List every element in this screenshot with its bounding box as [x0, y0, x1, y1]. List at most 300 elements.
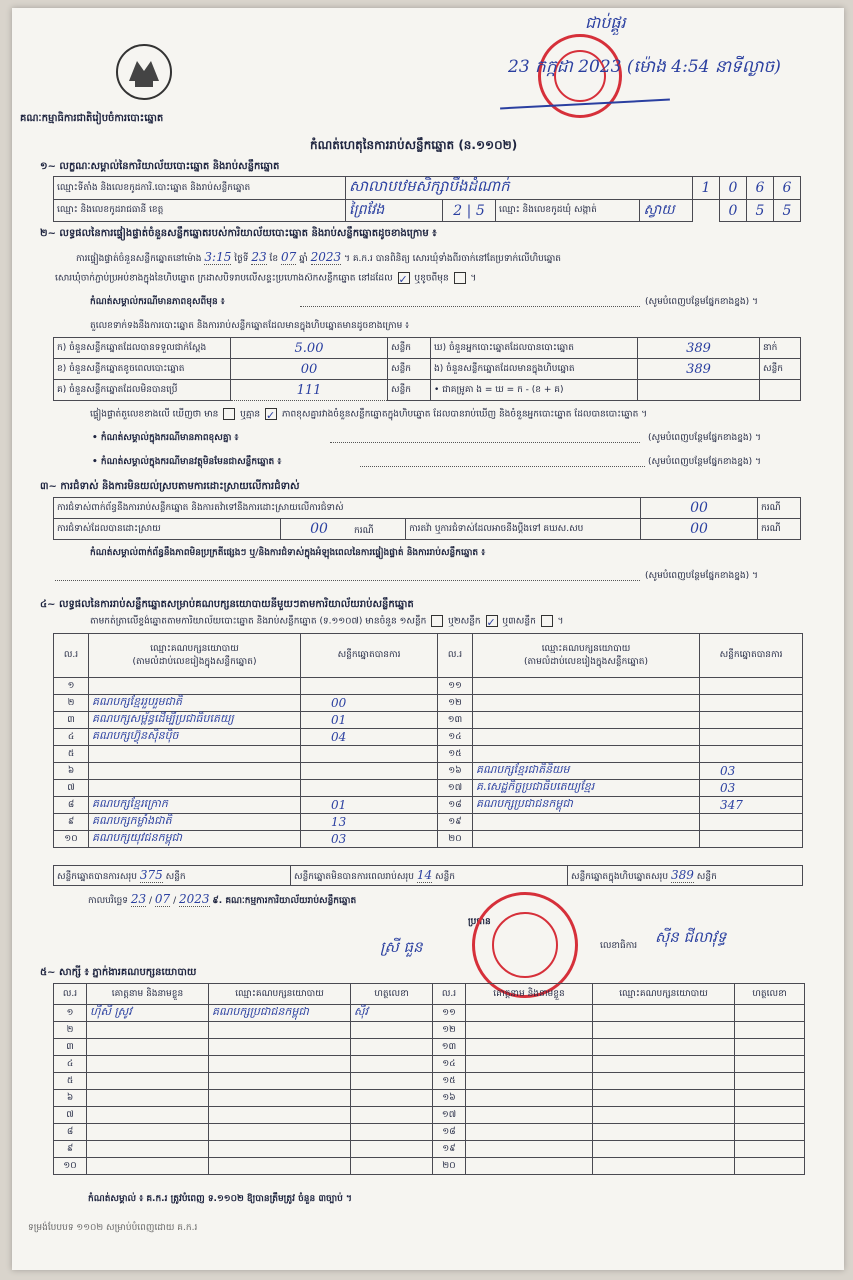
witness-name — [87, 1073, 209, 1090]
party-name — [89, 763, 301, 780]
totals-table — [53, 865, 803, 886]
witness-name — [466, 1090, 593, 1107]
section1-heading: ១~ លក្ខណៈសម្គាល់នៃការិយាល័យបោះឆ្នោត និងរាប់សន្លឹកឆ្នោត — [40, 161, 280, 172]
witness-party — [209, 1022, 351, 1039]
witness-name — [87, 1022, 209, 1039]
total-box-value: 389 — [671, 867, 694, 882]
damaged-checkbox[interactable] — [454, 272, 466, 284]
verify-text-a: ការផ្ទៀងផ្ទាត់ចំនួនសន្លឹកឆ្នោតនៅម៉ោង — [76, 254, 202, 264]
province-code-1: 2 — [453, 202, 463, 219]
date-month: 07 — [154, 892, 171, 906]
witness-col-sign-left: ហត្ថលេខា — [351, 984, 433, 1005]
figure-left-label: គ) ចំនួនសន្លឹកឆ្នោតដែលមិនបានប្រើ — [54, 380, 231, 401]
party-name — [473, 746, 700, 763]
objection-unit: ករណី — [758, 498, 801, 519]
party-votes: 01 — [301, 712, 438, 729]
row-number: ៣ — [54, 712, 89, 729]
appeal-label: ការតវ៉ា ឬការជំទាស់ដែលអាចនឹងប្តឹងទៅ គឃស.សប — [406, 519, 641, 540]
witness-signature — [735, 1090, 805, 1107]
witness-party — [593, 1056, 735, 1073]
witness-name — [466, 1141, 593, 1158]
witness-party — [209, 1158, 351, 1175]
party-votes: 01 — [301, 797, 438, 814]
party-name: គណបក្សកម្លាំងជាតិ — [89, 814, 301, 831]
witness-name: ហ៊ីសី ស្រូវ — [87, 1005, 209, 1022]
witness-party — [209, 1056, 351, 1073]
witness-name — [466, 1056, 593, 1073]
figure-left-label: ក) ចំនួនសន្លឹកឆ្នោតដែលបានទទួលជាក់ស្តែង — [54, 338, 231, 359]
witness-signature — [735, 1073, 805, 1090]
party-name: គណបក្សខ្មែរជាតិនិយម — [473, 763, 700, 780]
table-row — [54, 1107, 805, 1124]
witness-name — [87, 1107, 209, 1124]
results-col-party-left — [89, 634, 301, 678]
party-name — [473, 678, 700, 695]
party-name — [473, 712, 700, 729]
row-number: ៧ — [54, 1107, 87, 1124]
party-votes — [700, 695, 803, 712]
witness-party — [209, 1124, 351, 1141]
witness-name — [466, 1005, 593, 1022]
row-number: ៥ — [54, 1073, 87, 1090]
section5-heading: ៥~ សាក្សី ៖ ភ្នាក់ងារគណបក្សនយោបាយ — [40, 967, 197, 978]
difference-bullet-line — [330, 442, 640, 443]
table-row — [54, 729, 803, 746]
total-invalid-value: 14 — [416, 867, 433, 882]
party-name — [89, 780, 301, 797]
verify-text-d: ឆ្នាំ — [299, 254, 308, 264]
party-votes — [301, 763, 438, 780]
figure-left-unit: សន្លឹក — [388, 338, 431, 359]
witness-name — [87, 1056, 209, 1073]
table-row — [54, 1022, 805, 1039]
party-name: គណបក្សសម្ព័ន្ធដើម្បីប្រជាធិបតេយ្យ — [89, 712, 301, 729]
row-number: ១៣ — [433, 1039, 466, 1056]
row-number: ១៧ — [438, 780, 473, 797]
no-difference-checkbox[interactable]: ✓ — [266, 409, 276, 422]
witness-signature — [351, 1141, 433, 1158]
total-box-label: សន្លឹកឆ្នោតក្នុងហិបឆ្នោតសរុប — [571, 871, 669, 882]
party-votes: 13 — [301, 814, 438, 831]
chair-label: ប្រធាន — [468, 917, 491, 927]
objection-value: 00 — [641, 498, 758, 519]
witness-col-name-left: គោត្តនាម និងនាមខ្លួន — [87, 984, 209, 1005]
table-row — [54, 780, 803, 797]
witness-col-no-left: ល.រ — [54, 984, 87, 1005]
total-valid-label: សន្លឹកឆ្នោតបានការសរុប — [57, 871, 137, 882]
table-row — [54, 1158, 805, 1175]
party-votes: 03 — [700, 780, 803, 797]
row-number: ១៩ — [438, 814, 473, 831]
row-number: ១១ — [438, 678, 473, 695]
witness-col-party-left: ឈ្មោះគណបក្សនយោបាយ — [209, 984, 351, 1005]
witness-name — [87, 1141, 209, 1158]
row-number: ១៤ — [433, 1056, 466, 1073]
row-number: ២០ — [433, 1158, 466, 1175]
witness-party — [593, 1073, 735, 1090]
total-valid-unit: សន្លឹក — [165, 871, 186, 882]
commune-code-3: 5 — [774, 200, 801, 222]
total-box-unit: សន្លឹក — [696, 871, 717, 882]
date-year: 2023 — [178, 892, 210, 906]
witness-signature — [351, 1039, 433, 1056]
row-number: ៦ — [54, 1090, 87, 1107]
difference-note-line — [300, 306, 640, 307]
difference-bullet-hint: (សូមបំពេញបន្ថែមផ្នែកខាងខ្នង) ។ — [648, 433, 761, 443]
table-row — [54, 1039, 805, 1056]
figure-left-value: 111 — [231, 380, 388, 401]
party-name: គណបក្សហ៊្វុនស៊ិនប៉ិច — [89, 729, 301, 746]
party-name: គណបក្សខ្មែររួបរួមជាតិ — [89, 695, 301, 712]
witness-party — [593, 1124, 735, 1141]
row-number: ៣ — [54, 1039, 87, 1056]
party-votes — [700, 831, 803, 848]
chair-signature: ស្រី ធួន — [380, 938, 423, 956]
verification-line — [76, 250, 801, 266]
figures-row — [54, 380, 801, 401]
results-col-party-right — [473, 634, 700, 678]
party-name — [473, 695, 700, 712]
witness-party — [209, 1141, 351, 1158]
witness-name — [466, 1039, 593, 1056]
compare-line — [90, 408, 647, 422]
row-number: ៥ — [54, 746, 89, 763]
compare-text-b: ឬគ្មាន — [240, 409, 261, 420]
has-difference-checkbox[interactable] — [223, 408, 235, 420]
figures-table — [53, 337, 801, 401]
table-row — [54, 1056, 805, 1073]
witness-col-name-right: គោត្តនាម និងនាមខ្លួន — [466, 984, 593, 1005]
table-row — [54, 1124, 805, 1141]
total-invalid-unit: សន្លឹក — [435, 871, 456, 882]
row-number: ១៥ — [433, 1073, 466, 1090]
table-row — [54, 1090, 805, 1107]
location-label: ឈ្មោះទីតាំង និងលេខកូដការិ.បោះឆ្នោត និងរាប់សន្លឹកឆ្នោត — [54, 177, 346, 200]
witness-party — [209, 1107, 351, 1124]
tally-sheet-line: តាមកត់ត្រាលើខ្ទង់ឆ្នោតតាមការិយាល័យបោះឆ្នោត និងរាប់សន្លឹកឆ្នោត (ទ.១១០៧) មានចំនួន ១សន្លឹក ឬ២សន្លឹក ✓ ឬ៣សន្លឹក ។ — [90, 616, 564, 629]
witness-signature — [735, 1124, 805, 1141]
location-code-2: 0 — [720, 177, 747, 200]
table-row — [54, 814, 803, 831]
footer-note: កំណត់សម្គាល់ ៖ គ.ក.រ ត្រូវបំពេញ ទ.១១០២ ឱ្យបានត្រឹមត្រូវ ចំនួន ៣ច្បាប់ ។ — [88, 1194, 352, 1204]
witness-party: គណបក្សប្រជាជនកម្ពុជា — [209, 1005, 351, 1022]
party-name — [473, 814, 700, 831]
commune-label: ឈ្មោះ និងលេខកូដឃុំ សង្កាត់ — [496, 200, 640, 222]
province-value: ព្រៃវែង — [346, 200, 443, 222]
party-votes: 03 — [301, 831, 438, 848]
figure-right-label: • ជាគម្រូគា ង = ឃ = ក - (ខ + គ) — [431, 380, 638, 401]
date-label: កាលបរិច្ឆេទ — [88, 896, 128, 906]
commune-code-1: 0 — [720, 200, 747, 222]
objections-table — [53, 497, 801, 540]
nonballot-bullet: • កំណត់សម្គាល់ក្នុងករណីមានវត្ថុមិនមែនជាសន្លឹកឆ្នោត ៖ — [92, 457, 282, 467]
party-name: គណបក្សខ្មែរក្រោក — [89, 797, 301, 814]
party-name: គណបក្សយុវជនកម្ពុជា — [89, 831, 301, 848]
witness-party — [593, 1141, 735, 1158]
witness-signature — [351, 1124, 433, 1141]
total-invalid-label: សន្លឹកឆ្នោតមិនបានការពេលរាប់សរុប — [294, 871, 414, 882]
compare-text-a: ផ្ទៀងផ្ទាត់តួលេខខាងលើ ឃើញថា មាន — [90, 409, 219, 420]
witness-name — [466, 1107, 593, 1124]
date-day: 23 — [130, 892, 147, 906]
verify-text-b: ថ្ងៃទី — [234, 254, 249, 264]
appeal-value: 00 — [641, 519, 758, 540]
table-row — [54, 712, 803, 729]
commune-value: ស្វាយ — [640, 200, 693, 222]
results-col-no-right: ល.រ — [438, 634, 473, 678]
row-number: ១ — [54, 678, 89, 695]
row-number: ១៣ — [438, 712, 473, 729]
resolved-label: ការជំទាស់ដែលបានដោះស្រាយ — [54, 519, 281, 540]
location-code-4: 6 — [774, 177, 801, 200]
figures-row — [54, 359, 801, 380]
witness-party — [593, 1107, 735, 1124]
figure-right-value — [638, 380, 760, 401]
witness-signature — [735, 1107, 805, 1124]
results-col-votes-right: សន្លឹកឆ្នោតបានការ — [700, 634, 803, 678]
location-code-3: 6 — [747, 177, 774, 200]
two-sheet-checkbox[interactable]: ✓ — [486, 616, 496, 629]
party-name — [89, 746, 301, 763]
page-title: កំណត់ហេតុនៃការរាប់សន្លឹកឆ្នោត (ន.១១០២) — [310, 138, 518, 152]
party-name — [89, 678, 301, 695]
row-number: ៦ — [54, 763, 89, 780]
figure-left-value: 5.00 — [231, 338, 388, 359]
verify-text-e: ។ គ.ក.រ បានពិនិត្យ សោរឃុំទាំងពីរចាក់នៅតែប្រទាក់លើហិបឆ្នោត — [344, 254, 562, 264]
results-col-no-left: ល.រ — [54, 634, 89, 678]
irregularities-note: កំណត់សម្គាល់ពាក់ព័ន្ធនឹងភាពមិនប្រក្រតីផ្សេងៗ ឬ/និងការជំទាស់ក្នុងអំឡុងពេលនៃការផ្ទៀងផ្ទាត់ និងការរាប់សន្លឹកឆ្នោត ៖ — [90, 548, 486, 558]
row-number: ១៨ — [433, 1124, 466, 1141]
witness-signature — [735, 1158, 805, 1175]
party-votes — [700, 729, 803, 746]
resolved-value-text: 00 — [310, 520, 328, 537]
row-number: ១ — [54, 1005, 87, 1022]
stamp-date: 23 កក្កដា 2023 (ម៉ោង 4:54 នាទីល្ងាច) — [508, 57, 781, 77]
witness-party — [593, 1005, 735, 1022]
results-col-votes-left: សន្លឹកឆ្នោតបានការ — [301, 634, 438, 678]
province-label: ឈ្មោះ និងលេខកូដរាជធានី ខេត្ត — [54, 200, 346, 222]
witness-signature — [735, 1022, 805, 1039]
table-row — [54, 678, 803, 695]
figures-row — [54, 338, 801, 359]
row-number: ១៦ — [433, 1090, 466, 1107]
commune-code-2: 5 — [747, 200, 774, 222]
difference-bullet: • កំណត់សម្គាល់ក្នុងករណីមានភាពខុសគ្នា ៖ — [92, 433, 239, 443]
witness-signature — [351, 1056, 433, 1073]
row-number: ៧ — [54, 780, 89, 797]
total-invalid-cell — [291, 866, 568, 886]
witness-signature — [351, 1158, 433, 1175]
figure-right-value: 389 — [638, 359, 760, 380]
stamp-handwritten-note: ជាប់ផ្គួរ — [585, 13, 626, 32]
witness-signature — [735, 1141, 805, 1158]
location-value: សាលាបឋមសិក្សាបឹងដំណាក់ — [346, 177, 693, 200]
verify-text-c: ខែ — [269, 254, 279, 264]
witness-table — [53, 983, 805, 1175]
figure-left-label: ខ) ចំនួនសន្លឹកឆ្នោតខូចពេលបោះឆ្នោត — [54, 359, 231, 380]
total-valid-value: 375 — [139, 867, 163, 882]
nonballot-bullet-line — [360, 466, 645, 467]
witness-name — [87, 1158, 209, 1175]
figure-left-unit: សន្លឹក — [388, 380, 431, 401]
table-row — [54, 763, 803, 780]
witness-name — [466, 1158, 593, 1175]
two-sheet-label: ឬ២សន្លឹក — [448, 616, 481, 627]
row-number: ១៩ — [433, 1141, 466, 1158]
location-table — [53, 176, 801, 222]
witness-col-party-right: ឈ្មោះគណបក្សនយោបាយ — [593, 984, 735, 1005]
party-votes: 04 — [301, 729, 438, 746]
appeal-unit: ករណី — [758, 519, 801, 540]
witness-party — [593, 1090, 735, 1107]
row-number: ១៦ — [438, 763, 473, 780]
party-name: គ.សេដ្ឋកិច្ចប្រជាធិបតេយ្យខ្មែរ — [473, 780, 700, 797]
province-code-2: 5 — [475, 202, 485, 219]
party-votes — [700, 678, 803, 695]
witness-name — [87, 1039, 209, 1056]
party-votes — [301, 780, 438, 797]
table-row — [54, 1141, 805, 1158]
row-number: ១១ — [433, 1005, 466, 1022]
party-col-title-left: ឈ្មោះគណបក្សនយោបាយ — [150, 643, 239, 654]
party-col-sub-right: (តាមលំដាប់លេខរៀងក្នុងសន្លឹកឆ្នោត) — [524, 656, 648, 667]
section3-heading: ៣~ ការជំទាស់ និងការមិនយល់ស្របតាមការដោះស្រាយលើការជំទាស់ — [40, 481, 300, 492]
witness-col-sign-right: ហត្ថលេខា — [735, 984, 805, 1005]
org-name: គណៈកម្មាធិការជាតិរៀបចំការបោះឆ្នោត — [20, 113, 164, 124]
row-number: ១៨ — [438, 797, 473, 814]
difference-note-label: កំណត់សម្គាល់ករណីមានភាពខុសពីមុន ៖ — [90, 297, 225, 307]
witness-name — [87, 1090, 209, 1107]
party-name: គណបក្សប្រជាជនកម្ពុជា — [473, 797, 700, 814]
witness-signature — [351, 1022, 433, 1039]
witness-name — [466, 1124, 593, 1141]
party-col-title-right: ឈ្មោះគណបក្សនយោបាយ — [541, 643, 631, 654]
party-votes: 03 — [700, 763, 803, 780]
witness-party — [209, 1090, 351, 1107]
province-code: 2 | 5 — [443, 200, 496, 222]
witness-party — [593, 1158, 735, 1175]
figure-right-label: ង) ចំនួនសន្លឹកឆ្នោតដែលមានក្នុងហិបឆ្នោត — [431, 359, 638, 380]
row-number: ១០ — [54, 1158, 87, 1175]
witness-name — [87, 1124, 209, 1141]
table-row — [54, 831, 803, 848]
objection-label: ការជំទាស់ពាក់ព័ន្ធនឹងការរាប់សន្លឹកឆ្នោត និងការតវ៉ាទៅនឹងការដោះស្រាយលើការជំទាស់ — [54, 498, 641, 519]
row-number: ១០ — [54, 831, 89, 848]
nonballot-bullet-hint: (សូមបំពេញបន្ថែមផ្នែកខាងខ្នង) ។ — [648, 457, 761, 467]
committee-label: ៩. គណៈកម្មការការិយាល័យរាប់សន្លឹកឆ្នោត — [212, 896, 357, 906]
party-name — [473, 729, 700, 746]
total-box-cell — [568, 866, 803, 886]
table-row — [54, 746, 803, 763]
row-number: ១២ — [433, 1022, 466, 1039]
verify-year: 2023 — [310, 250, 342, 264]
figure-left-value: 00 — [231, 359, 388, 380]
figure-right-label: ឃ) ចំនួនអ្នកបោះឆ្នោតដែលបានបោះឆ្នោត — [431, 338, 638, 359]
witness-party — [209, 1039, 351, 1056]
figure-right-unit: សន្លឹក — [760, 359, 801, 380]
verify-day: 23 — [251, 250, 267, 264]
witness-signature — [735, 1039, 805, 1056]
row-number: ៤ — [54, 729, 89, 746]
witness-signature — [735, 1005, 805, 1022]
one-sheet-checkbox[interactable] — [431, 615, 443, 627]
table-row — [54, 1005, 805, 1022]
witness-party — [593, 1022, 735, 1039]
row-number: ៨ — [54, 1124, 87, 1141]
row-number: ៩ — [54, 814, 89, 831]
figures-intro: តួលេខទាក់ទងនឹងការបោះឆ្នោត និងការរាប់សន្លឹកឆ្នោតដែលមានក្នុងហិបឆ្នោតមានដូចខាងក្រោម ៖ — [90, 321, 410, 331]
footer-ref: ទម្រង់បែបបទ ១១០២ សម្រាប់បំពេញដោយ គ.ក.រ — [28, 1223, 198, 1233]
row-number: ៤ — [54, 1056, 87, 1073]
section4-heading: ៤~ លទ្ធផលនៃការរាប់សន្លឹកឆ្នោតសម្រាប់គណបក្សនយោបាយនីមួយៗតាមការិយាល័យរាប់សន្លឹកឆ្នោត — [40, 599, 414, 610]
party-votes — [700, 712, 803, 729]
irregularities-line — [55, 580, 640, 581]
total-valid-cell — [54, 866, 291, 886]
party-votes — [700, 746, 803, 763]
row-number: ១៤ — [438, 729, 473, 746]
signing-date: កាលបរិច្ឆេទ 23 / 07 / 2023 ៩. គណៈកម្មការការិយាល័យរាប់សន្លឹកឆ្នោត — [88, 892, 357, 906]
lock-status-text: សោរឃុំចាក់ភ្ជាប់ប្រអប់ខាងក្នុងនៃហិបឆ្នោត ក្រដាសបិទរាបលើសន្ទះប្រហោងស៊កសន្លឹកឆ្នោត នៅដដែល — [55, 273, 393, 284]
party-votes: 347 — [700, 797, 803, 814]
party-name — [473, 831, 700, 848]
results-table — [53, 633, 803, 848]
three-sheet-label: ឬ៣សន្លឹក — [502, 616, 536, 627]
row-number: ២ — [54, 695, 89, 712]
resolved-value — [281, 519, 406, 540]
verify-time: 3:15 — [204, 250, 232, 264]
damaged-label: ឬខូចពីមុន — [414, 273, 449, 284]
witness-col-no-right: ល.រ — [433, 984, 466, 1005]
three-sheet-checkbox[interactable] — [541, 615, 553, 627]
witness-party — [593, 1039, 735, 1056]
party-col-sub-left: (តាមលំដាប់លេខរៀងក្នុងសន្លឹកឆ្នោត) — [132, 656, 257, 667]
location-code-1: 1 — [693, 177, 720, 200]
irregularities-hint: (សូមបំពេញបន្ថែមផ្នែកខាងខ្នង) ។ — [645, 571, 758, 581]
tally-intro: តាមកត់ត្រាលើខ្ទង់ឆ្នោតតាមការិយាល័យបោះឆ្នោត និងរាប់សន្លឹកឆ្នោត (ទ.១១០៧) មានចំនួន ១សន្លឹក — [90, 616, 427, 627]
verify-month: 07 — [281, 250, 297, 264]
party-votes — [700, 814, 803, 831]
table-row — [54, 695, 803, 712]
table-row — [54, 797, 803, 814]
witness-party — [209, 1073, 351, 1090]
witness-signature — [351, 1107, 433, 1124]
figure-left-unit: សន្លឹក — [388, 359, 431, 380]
figure-right-unit: នាក់ — [760, 338, 801, 359]
unchanged-checkbox[interactable]: ✓ — [398, 273, 408, 286]
party-votes: 00 — [301, 695, 438, 712]
row-number: ២ — [54, 1022, 87, 1039]
secretary-label: លេខាធិការ — [600, 941, 638, 951]
row-number: ១៧ — [433, 1107, 466, 1124]
table-row — [54, 1073, 805, 1090]
row-number: ៩ — [54, 1141, 87, 1158]
row-number: ១២ — [438, 695, 473, 712]
difference-note-hint: (សូមបំពេញបន្ថែមផ្នែកខាងខ្នង) ។ — [645, 297, 758, 307]
nec-logo — [115, 43, 173, 101]
resolved-unit: ករណី — [354, 525, 374, 536]
witness-signature — [735, 1056, 805, 1073]
figure-right-unit — [760, 380, 801, 401]
lock-status-line: សោរឃុំចាក់ភ្ជាប់ប្រអប់ខាងក្នុងនៃហិបឆ្នោត ក្រដាសបិទរាបលើសន្ទះប្រហោងស៊កសន្លឹកឆ្នោត នៅដដែល ✓ ឬខូចពីមុន ។ — [55, 273, 477, 286]
witness-name — [466, 1073, 593, 1090]
row-number: ១៥ — [438, 746, 473, 763]
party-votes — [301, 678, 438, 695]
party-votes — [301, 746, 438, 763]
witness-name — [466, 1022, 593, 1039]
witness-signature: ស៊ីវ — [351, 1005, 433, 1022]
witness-signature — [351, 1073, 433, 1090]
witness-signature — [351, 1090, 433, 1107]
